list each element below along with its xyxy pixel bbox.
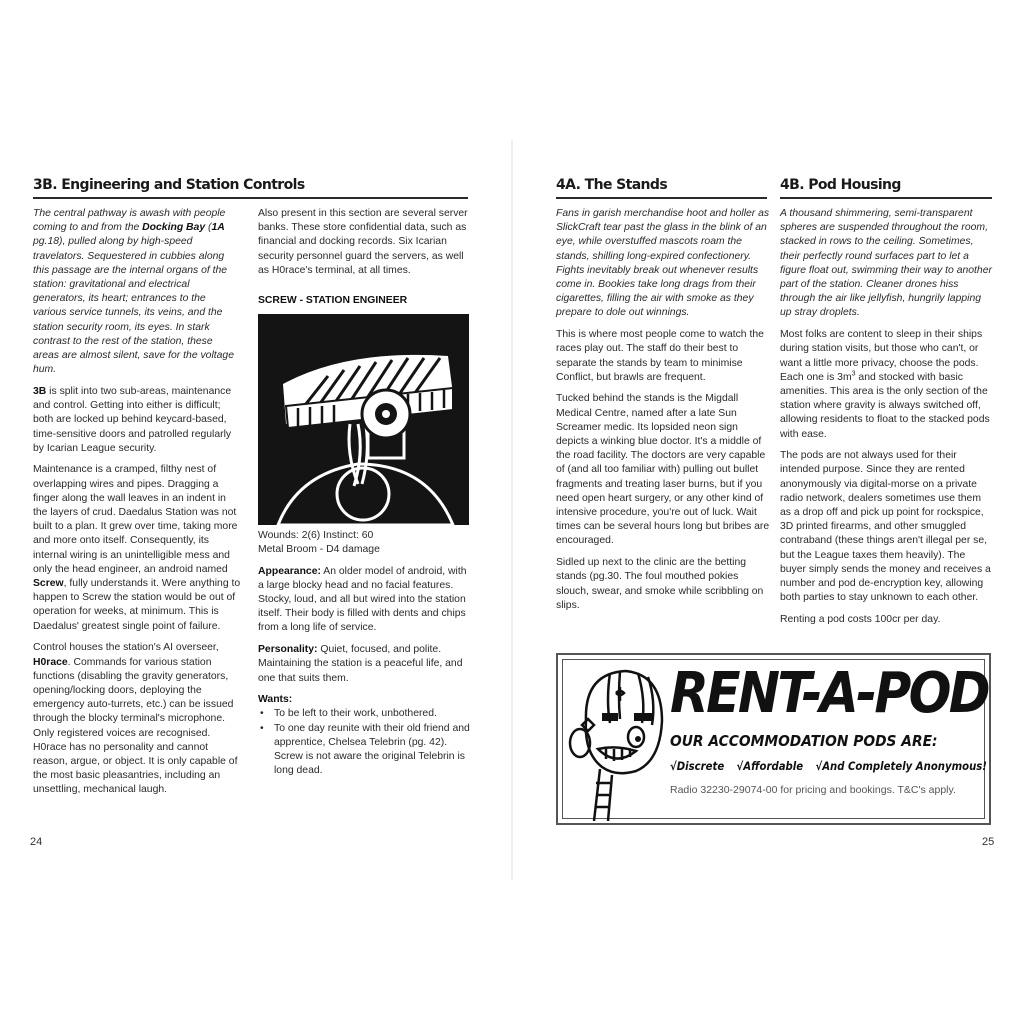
paragraph-text: Control houses the station's AI overseer,	[33, 642, 219, 654]
ad-feature: √Discrete	[670, 759, 725, 773]
intro-text: pg.18), pulled along by high-speed travelators. Sequestered in cubbies along this passage are the internal organs of the station: gravitational and electrical generators, its heart; entrances to the various service tunnels, its veins, and the station security room, its eyes. In stark contrast to the rest of the station, these areas are almost silent, save for the voltage hum.	[33, 236, 234, 376]
intro-text: (	[205, 222, 212, 234]
paragraph: This is where most people come to watch the races play out. The staff do their best to separate the stands by team to minimise Conflict, but brawls are frequent.	[556, 329, 764, 383]
ad-feature: √And Completely Anonymous!	[815, 759, 987, 773]
paragraph	[33, 463, 241, 633]
npc-name-ref: Screw	[33, 578, 64, 590]
right-column-1	[556, 207, 770, 620]
robot-face-illustration	[566, 661, 670, 821]
android-illustration	[258, 314, 469, 525]
ad-title: RENT-A-POD	[670, 661, 988, 726]
paragraph-text: and stocked with basic amenities. This area is the only section of the station where gravity is always switched off, allowing residents to float to the stacked pods with ease.	[780, 371, 990, 440]
page-number-left: 24	[30, 836, 43, 848]
npc-weapon: Metal Broom - D4 damage	[258, 544, 380, 556]
npc-stats: Wounds: 2(6) Instinct: 60	[258, 530, 374, 542]
ad-feature: √Affordable	[736, 759, 804, 773]
ai-name-ref: H0race	[33, 656, 68, 668]
npc-appearance-label: Appearance:	[258, 565, 321, 577]
npc-wants-list	[258, 707, 470, 778]
cubed-superscript: 3	[851, 370, 856, 378]
paragraph: Also present in this section are several server banks. These store confidential data, such as financial and docking records. Six Icarian security personnel guard the servers, as well as H0race's terminal, at all times.	[258, 208, 468, 276]
paragraph	[33, 385, 241, 456]
npc-wants-label	[258, 693, 470, 707]
paragraph: Tucked behind the stands is the Migdall Medical Centre, named after a late Sun Screamer medic. Its lopsided neon sign depicts a winking blue doctor. It's a middle of the road facility. The doctors are very capable of (and all too familiar with) pulling out bullet fragments and treating laser burns, but if you need open heart surgery, or any other kind of intensive procedure, you're out of luck. Wait times can be several hours long but bribes are encouraged.	[556, 393, 770, 547]
paragraph-text: , fully understands it. Were anything to happen to Screw the station would be out of operation for weeks, at minimum. This is Daedalus' greatest single point of failure.	[33, 578, 241, 632]
intro-paragraph	[33, 207, 241, 377]
left-column-2	[258, 207, 470, 778]
intro-paragraph: A thousand shimmering, semi-transparent spheres are suspended throughout the room, stacked in rows to the ceiling. Sometimes, their perfectly round surfaces part to let a figure float out, swimming their way to another part of the station. Cleaner drones hiss through the air like jellyfish, hungrily lapping up stray droplets.	[780, 208, 992, 319]
paragraph-text: Most folks are content to sleep in their ships during station visits, but those who can't, or want a little more privacy, choose the pods. Each one is 3m	[780, 329, 983, 383]
npc-personality	[258, 643, 470, 686]
docking-bay-ref: Docking Bay	[142, 222, 206, 234]
paragraph-text: is split into two sub-areas, maintenance and control. Getting into either is difficult; both are locked up behind keycard-based, time-sensitive doors and patrolled regularly by Icarian League security.	[33, 385, 232, 454]
paragraph	[33, 641, 241, 797]
npc-personality-label: Personality:	[258, 644, 318, 656]
intro-paragraph: Fans in garish merchandise hoot and holler as SlickCraft tear past the glass in the blink of an eye, while overstuffed mascots roam the stands, shilling long-expired confectionery. Fights inevitably break out whenever results come in. Bookies take long drags from their cigarettes, filling the air with smoke as they prepare to dole out winnings.	[556, 208, 770, 319]
npc-personality-text: Quiet, focused, and polite. Maintaining the station is a peaceful life, and one that suits them.	[258, 644, 463, 684]
rent-a-pod-ad	[556, 653, 991, 825]
ad-subtitle: OUR ACCOMMODATION PODS ARE:	[670, 732, 938, 750]
area-ref: 1A	[211, 222, 225, 234]
section-heading-4b: 4B. Pod Housing	[780, 176, 992, 199]
paragraph-text: . Commands for various station functions (disabling the gravity generators, opening/locking doors, deploying the emergency auto-turrets, etc.) can be issued through the blocky terminal's microphone. Only registered voices are recognised. H0race has no personality and cannot reason, argue, or object. It is only capable of the most basic pleasantries, including an unsettling, mechanical laugh.	[33, 656, 238, 796]
section-heading-4a: 4A. The Stands	[556, 176, 767, 199]
left-column-1	[33, 207, 241, 805]
ad-contact: Radio 32230-29074-00 for pricing and bookings. T&C's apply.	[670, 784, 956, 796]
ad-features	[670, 758, 987, 774]
page-gutter	[511, 140, 513, 880]
npc-wants-label-text: Wants:	[258, 694, 293, 706]
paragraph-text: Maintenance is a cramped, filthy nest of overlapping wires and pipes. Dragging a finger along the wall leaves in an indent in the layers of crud. Daedalus Station was not built to a plan. It grew over time, taking more and more onto itself. Consequently, its internal wiring is an unintelligible mess and only the head engineer, an android named	[33, 464, 238, 575]
paragraph: Renting a pod costs 100cr per day.	[780, 613, 941, 625]
list-item: • To one day reunite with their old friend and apprentice, Chelsea Telebrin (pg. 42). Screw is not aware the original Telebrin is long dead.	[258, 722, 470, 779]
right-column-2	[780, 207, 994, 635]
page-number-right: 25	[982, 836, 995, 848]
screw-portrait	[258, 314, 469, 525]
npc-title: SCREW - STATION ENGINEER	[258, 295, 408, 307]
list-item: • To be left to their work, unbothered.	[258, 707, 470, 721]
paragraph	[780, 328, 994, 442]
area-ref: 3B	[33, 385, 47, 397]
paragraph: The pods are not always used for their intended purpose. Since they are rented anonymously via digital-morse on a private radio network, dealers sometimes use them as a drop off and pick up point for rockspice, 3D printed firearms, and other smuggled contraband (these things aren't illegal per se, but the League taxes them heavily). The buyer simply sends the money and receives a number and pod de-encryption key, allowing both parties to stay unknown to each other.	[780, 450, 991, 604]
npc-appearance-text: An older model of android, with a large blocky head and no facial features. Stocky, loud, and all but wired into the station itself. Their body is filled with dents and chips from a long life of service.	[258, 565, 467, 634]
npc-appearance	[258, 565, 470, 636]
intro-text: The central pathway is awash with people coming to and from the	[33, 208, 226, 234]
section-heading-3b: 3B. Engineering and Station Controls	[33, 176, 468, 199]
paragraph: Sidled up next to the clinic are the betting stands (pg.30. The foul mouthed pokies slouch, swear, and smoke while scribbling on slips.	[556, 557, 764, 611]
